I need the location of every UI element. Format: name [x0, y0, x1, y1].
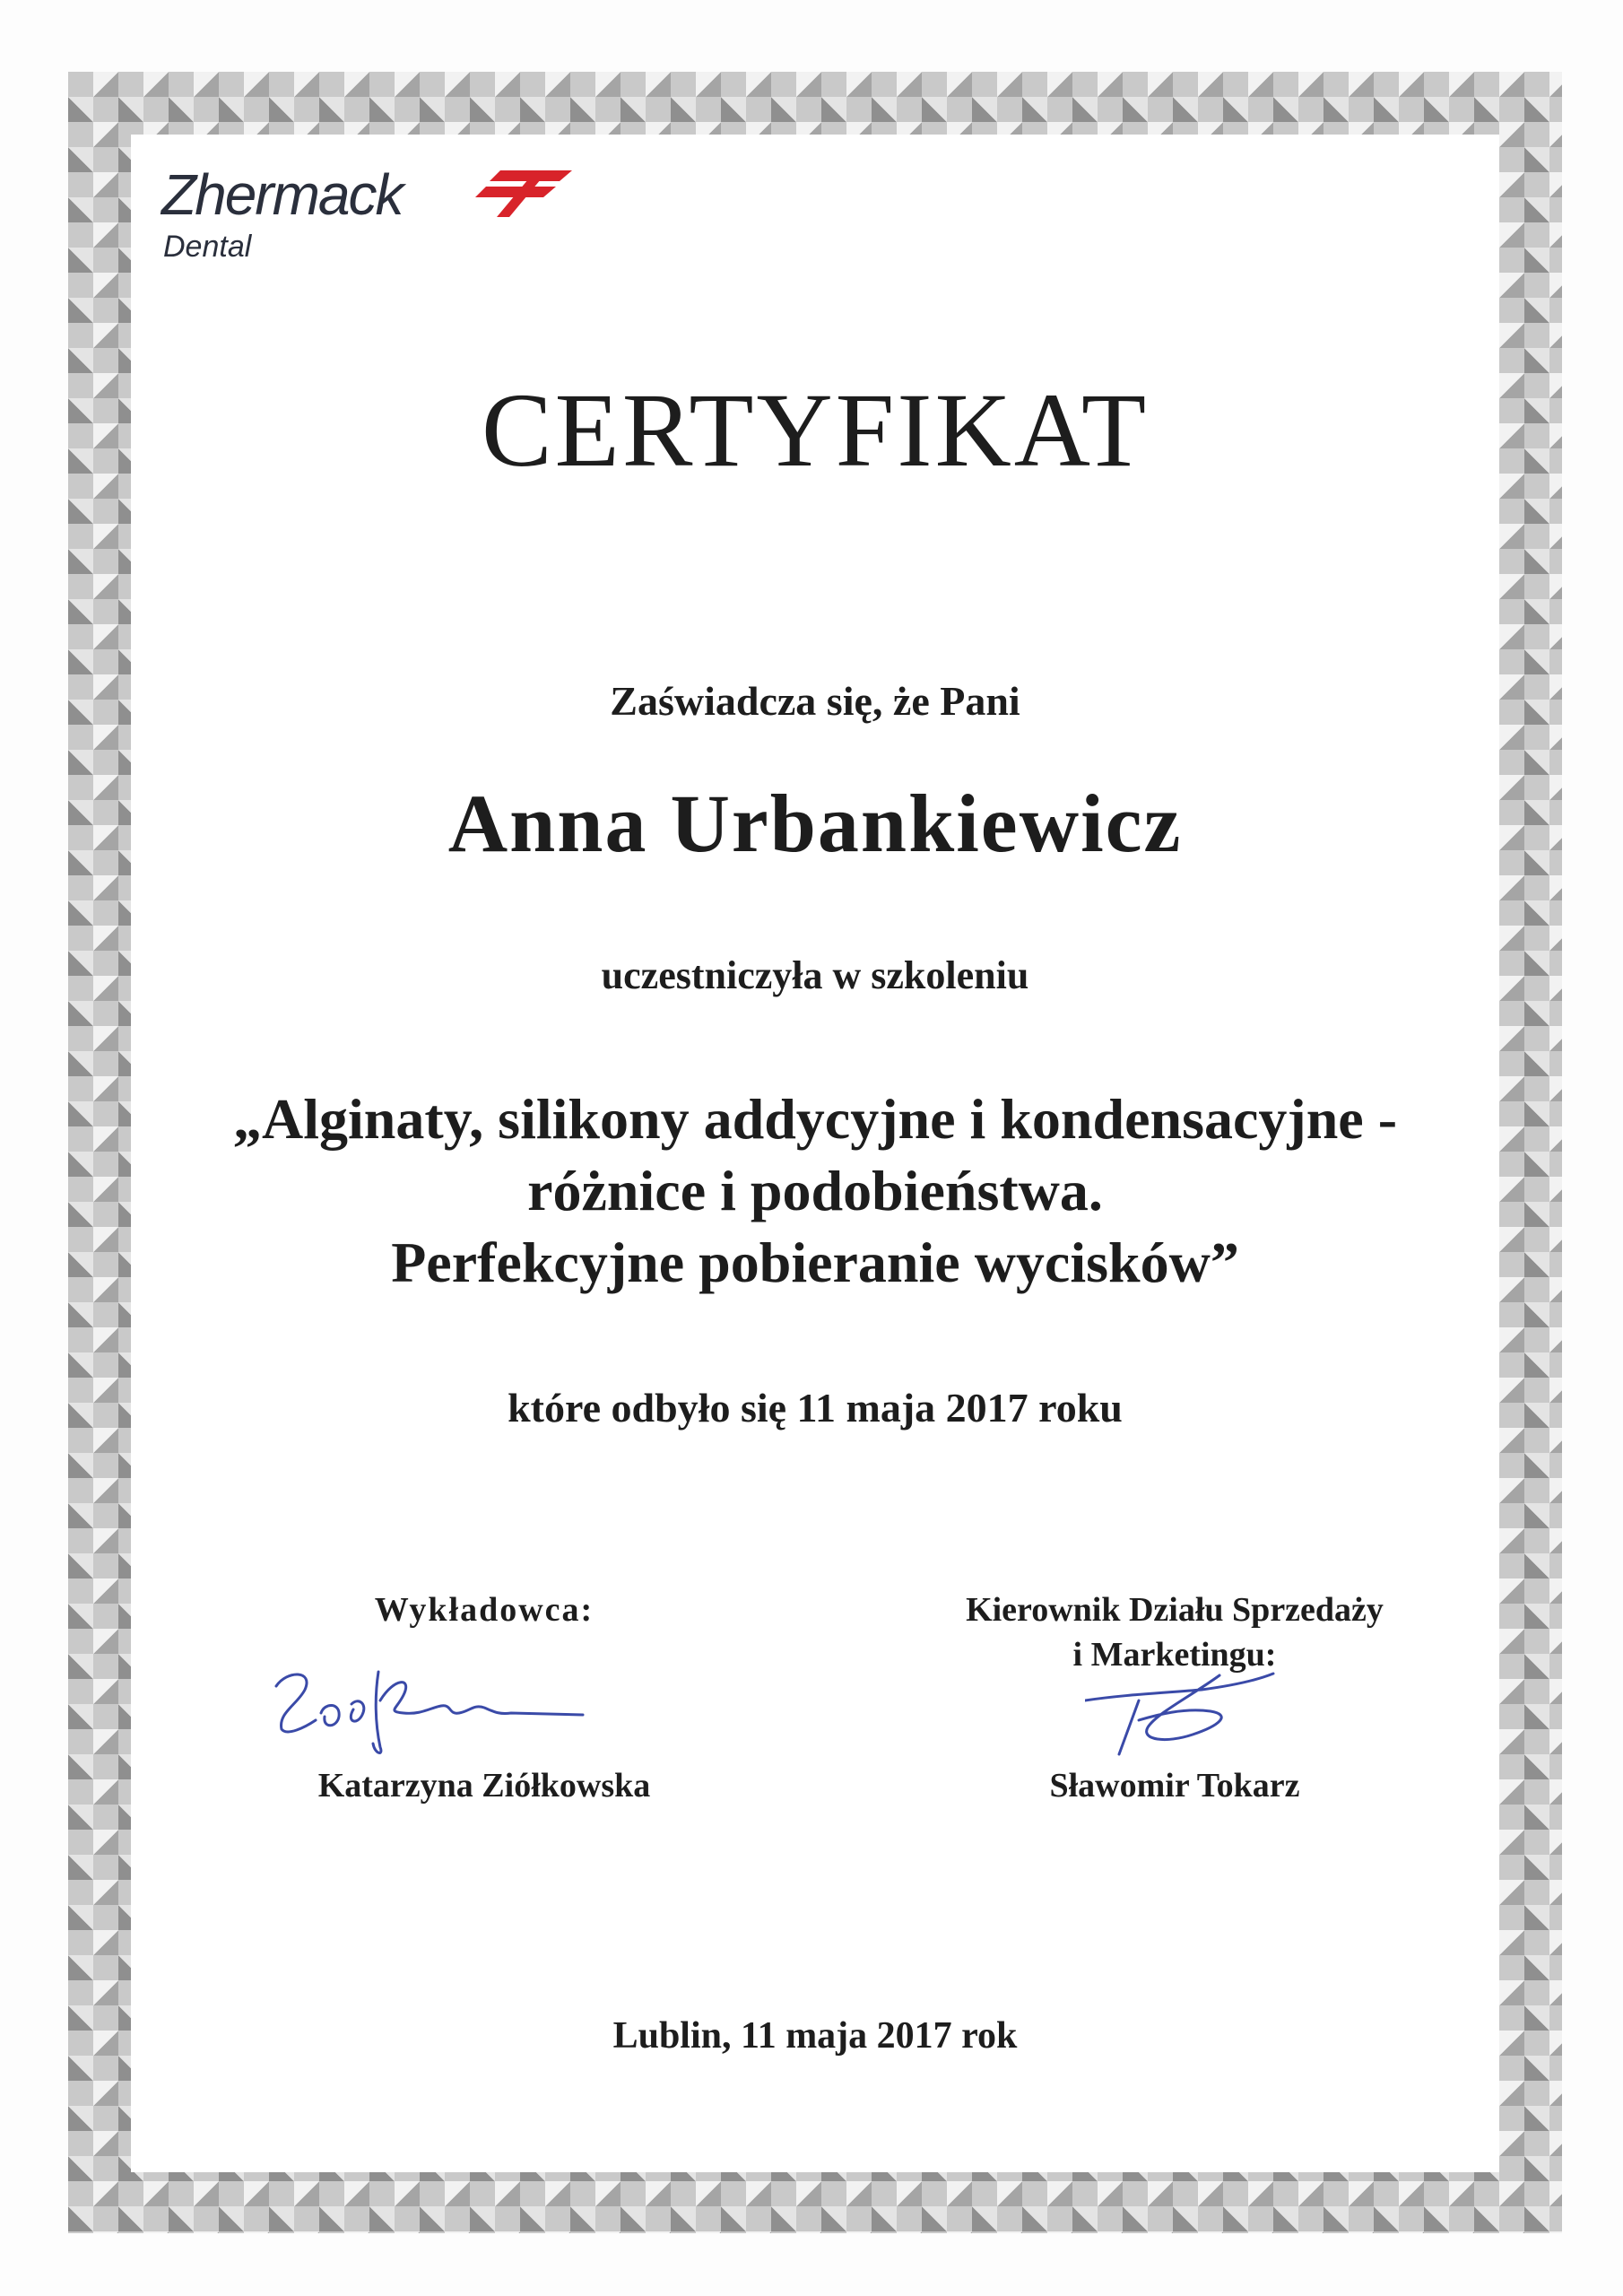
course-title-line: Perfekcyjne pobieranie wycisków” — [391, 1231, 1239, 1294]
lecturer-signature — [269, 1650, 592, 1758]
manager-role-line: i Marketingu: — [1072, 1636, 1277, 1674]
manager-name: Sławomir Tokarz — [1049, 1767, 1300, 1805]
logo-brand-text: Zhermack — [161, 162, 403, 227]
logo-sub-text: Dental — [163, 230, 252, 264]
certificate-title: CERTYFIKAT — [481, 371, 1150, 489]
manager-role — [897, 1587, 1453, 1677]
manager-role-line: Kierownik Działu Sprzedaży — [966, 1591, 1384, 1629]
course-title-line: „Alginaty, silikony addycyjne i kondensacyjne - — [233, 1087, 1397, 1151]
lecturer-role: Wykładowca: — [374, 1591, 595, 1629]
participation-text: uczestniczyła w szkoleniu — [601, 953, 1029, 997]
recipient-name: Anna Urbankiewicz — [447, 778, 1183, 869]
lecturer-name: Katarzyna Ziółkowska — [317, 1767, 651, 1805]
logo-stripes-icon — [473, 170, 572, 217]
intro-text: Zaświadcza się, że Pani — [610, 678, 1020, 724]
zhermack-logo — [161, 161, 610, 269]
place-and-date: Lublin, 11 maja 2017 rok — [612, 2015, 1018, 2057]
course-title — [131, 1083, 1499, 1299]
manager-signature — [1085, 1668, 1282, 1758]
course-date: które odbyło się 11 maja 2017 roku — [508, 1385, 1123, 1431]
course-title-line: różnice i podobieństwa. — [527, 1159, 1103, 1222]
